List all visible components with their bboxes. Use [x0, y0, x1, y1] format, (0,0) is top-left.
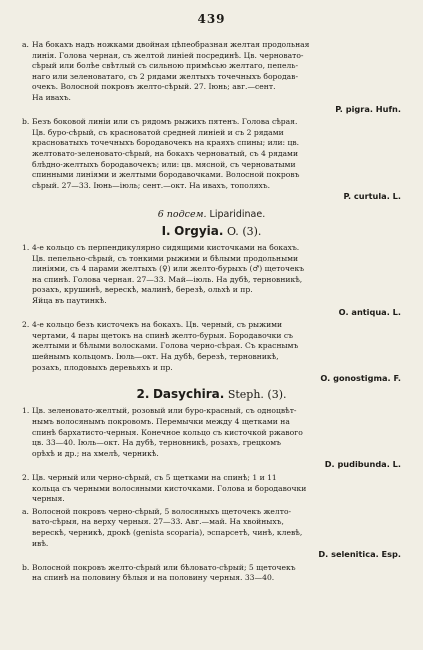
line-text: Яйца въ паутинкѣ.: [32, 296, 107, 306]
line-text: шейнымъ кольцомъ. Іюль—окт. На дубѣ, березѣ, терновникѣ,: [32, 352, 279, 362]
line-text: Цв. буро-сѣрый, съ красноватой средней линіей и съ 2 рядами: [32, 127, 284, 137]
text-line: [22, 243, 401, 254]
genus-author: Steph.: [227, 387, 264, 401]
line-text: Цв. зеленовато-желтый, розовый или буро-красный, съ одноцвѣт-: [32, 406, 297, 416]
entry-marker: b.: [22, 562, 30, 572]
entry-marker: b.: [22, 117, 30, 127]
key-entry: [22, 406, 401, 471]
entry-marker: 1.: [22, 406, 30, 416]
line-text: красноватыхъ точечныхъ бородавочекъ на краяхъ спины; или: цв.: [32, 138, 300, 148]
genus-roman: 2.: [136, 386, 150, 401]
entry-marker: a.: [22, 40, 29, 49]
text-line: [22, 494, 401, 505]
text-line: [22, 93, 401, 104]
line-text: линіями, съ 4 парами желтыхъ (♀) или желто-бурыхъ (♂) щеточекъ: [32, 264, 305, 274]
entry-marker: a.: [22, 506, 29, 516]
entry-marker: 1.: [22, 243, 30, 253]
subfamily-prefix: 6 подсем.: [157, 208, 207, 220]
line-text: 4-е кольцо съ перпендикулярно сидящими кисточками на бокахъ.: [32, 243, 300, 253]
species-name: O. gonostigma. F.: [320, 373, 401, 384]
text-line: [22, 331, 401, 342]
key-entry: [22, 40, 401, 115]
text-line: [22, 484, 401, 495]
text-line: [22, 573, 401, 584]
text-line: [22, 363, 401, 374]
line-text: нымъ волосянымъ покровомъ. Перемычки между 4 щетками на: [32, 417, 290, 426]
text-line: [22, 539, 401, 550]
text-line: [22, 438, 401, 449]
key-entry: [22, 320, 401, 385]
line-text: На ивахъ.: [32, 92, 71, 102]
line-text: черныя.: [32, 494, 65, 504]
key-block-pygaera: [22, 40, 401, 203]
subfamily-latin: Liparidinae.: [209, 208, 266, 220]
species-name: D. selenitica. Esp.: [318, 549, 401, 560]
species-line: [22, 373, 401, 385]
species-name: D. pudibunda. L.: [324, 459, 401, 470]
line-text: 4-е кольцо безъ кисточекъ на бокахъ. Цв. черный, съ рыжими: [32, 320, 283, 330]
key-block-orgyia: [22, 243, 401, 385]
species-name: P. pigra. Hufn.: [335, 103, 401, 114]
text-line: [22, 528, 401, 539]
text-line: [22, 61, 401, 72]
line-text: желтыми и бѣлыми волосками. Голова черно-сѣрая. Съ краснымъ: [32, 341, 299, 351]
line-text: блѣдно-желтыхъ бородавочекъ; или: цв. мясной, съ черноватыми: [32, 159, 296, 169]
text-line: [22, 138, 401, 149]
text-line: [22, 254, 401, 265]
line-text: Цв. черный или черно-сѣрый, съ 5 щетками на спинѣ; 1 и 11: [32, 472, 277, 482]
line-text: чертами, 4 пары щетокъ на спинѣ желто-бурыя. Бородавочки съ: [32, 330, 293, 340]
genus-heading-orgyia: [22, 223, 401, 238]
line-text: орѣхѣ и др.; на хмелѣ, черникѣ.: [32, 448, 159, 458]
text-line: [22, 275, 401, 286]
text-line: [22, 417, 401, 428]
line-text: линія. Голова черная, съ желтой линіей посрединѣ. Цв. черновато-: [32, 50, 304, 60]
species-name: P. curtula. L.: [343, 191, 401, 202]
key-entry: [22, 563, 401, 584]
text-line: [22, 296, 401, 307]
line-text: Безъ боковой линіи или съ рядомъ рыжихъ пятенъ. Голова сѣрая.: [32, 117, 298, 127]
line-text: цв. 33—40. Іюль—окт. На дубѣ, терновникѣ, розахъ, грецкомъ: [32, 438, 281, 448]
text-line: [22, 72, 401, 83]
species-line: [22, 307, 401, 319]
text-line: [22, 82, 401, 93]
species-name: O. antiqua. L.: [338, 306, 401, 317]
line-text: Волосной покровъ желто-сѣрый или бѣловато-сѣрый; 5 щеточекъ: [32, 562, 296, 572]
genus-heading-dasychira: [22, 386, 401, 401]
genus-author: O.: [226, 224, 239, 238]
line-text: сѣрый или болѣе свѣтлый съ сильною примѣсью желтаго, пепель-: [32, 61, 299, 71]
key-entry: [22, 473, 401, 505]
genus-count: (3).: [242, 224, 262, 238]
text-line: [22, 170, 401, 181]
line-text: вато-сѣрыя, на верху черныя. 27—33. Авг.—май. На хвойныхъ,: [32, 517, 284, 527]
line-text: спинѣ бархатисто-черныя. Конечное кольцо съ кисточкой ржавого: [32, 427, 303, 437]
text-line: [22, 51, 401, 62]
page-number: 439: [197, 12, 226, 26]
text-line: [22, 181, 401, 192]
text-line: [22, 320, 401, 331]
text-line: [22, 160, 401, 171]
species-line: [22, 104, 401, 116]
line-text: Волосной покровъ черно-сѣрый, 5 волосяныхъ щеточекъ желто-: [32, 506, 292, 516]
line-text: на спинѣ. Голова черная. 27—33. Май—іюль. На дубѣ, терновникѣ,: [32, 274, 303, 284]
line-text: спинными линіями и желтыми бородавочками. Волосной покровъ: [32, 170, 300, 180]
genus-count: (3).: [267, 387, 287, 401]
line-text: ивѣ.: [32, 538, 49, 548]
text-line: [22, 507, 401, 518]
line-text: кольца съ черными волосяными кисточками. Голова и бородавочки: [32, 483, 307, 493]
genus-roman: I.: [161, 223, 171, 238]
line-text: сѣрый. 27—33. Іюнь—іюль; сент.—окт. На ивахъ, тополяхъ.: [32, 180, 271, 190]
species-line: [22, 549, 401, 561]
text-line: [22, 563, 401, 574]
text-line: [22, 285, 401, 296]
text-line: [22, 341, 401, 352]
text-line: [22, 264, 401, 275]
text-line: [22, 406, 401, 417]
entry-marker: 2.: [22, 472, 30, 482]
line-text: желтовато-зеленовато-сѣрый, на бокахъ черноватый, съ 4 рядами: [32, 148, 299, 158]
page-content: [22, 40, 401, 586]
text-line: [22, 473, 401, 484]
text-line: [22, 117, 401, 128]
text-line: [22, 352, 401, 363]
line-text: на спинѣ на половину бѣлыя и на половину черныя. 33—40.: [32, 573, 275, 583]
key-entry: [22, 507, 401, 561]
text-line: [22, 449, 401, 460]
text-line: [22, 128, 401, 139]
line-text: наго или зеленоватаго, съ 2 рядами желтыхъ точечныхъ бородав-: [32, 71, 299, 81]
text-line: [22, 149, 401, 160]
key-block-dasychira: [22, 406, 401, 584]
genus-name: Dasychira.: [152, 386, 225, 401]
genus-name: Orgyia.: [174, 223, 224, 238]
key-entry: [22, 117, 401, 203]
line-text: розахъ, плодовыхъ деревьяхъ и пр.: [32, 362, 173, 372]
line-text: очекъ. Волосной покровъ желто-сѣрый. 27. Іюнь; авг.—сент.: [32, 82, 276, 92]
line-text: розахъ, крушинѣ, верескѣ, малинѣ, березѣ, ольхѣ и пр.: [32, 285, 253, 295]
key-entry: [22, 243, 401, 318]
text-line: [22, 517, 401, 528]
subfamily-heading: [22, 210, 401, 221]
line-text: На бокахъ надъ ножками двойная цѣпеобразная желтая продольная: [32, 40, 310, 49]
species-line: [22, 191, 401, 203]
entry-marker: 2.: [22, 320, 30, 330]
text-line: [22, 428, 401, 439]
line-text: верескѣ, черникѣ, дрокѣ (genista scoparia), эспарсетѣ, чинѣ, клевѣ,: [32, 527, 303, 537]
text-line: [22, 40, 401, 51]
line-text: Цв. пепельно-сѣрый, съ тонкими рыжими и бѣлыми продольными: [32, 253, 299, 263]
species-line: [22, 459, 401, 471]
